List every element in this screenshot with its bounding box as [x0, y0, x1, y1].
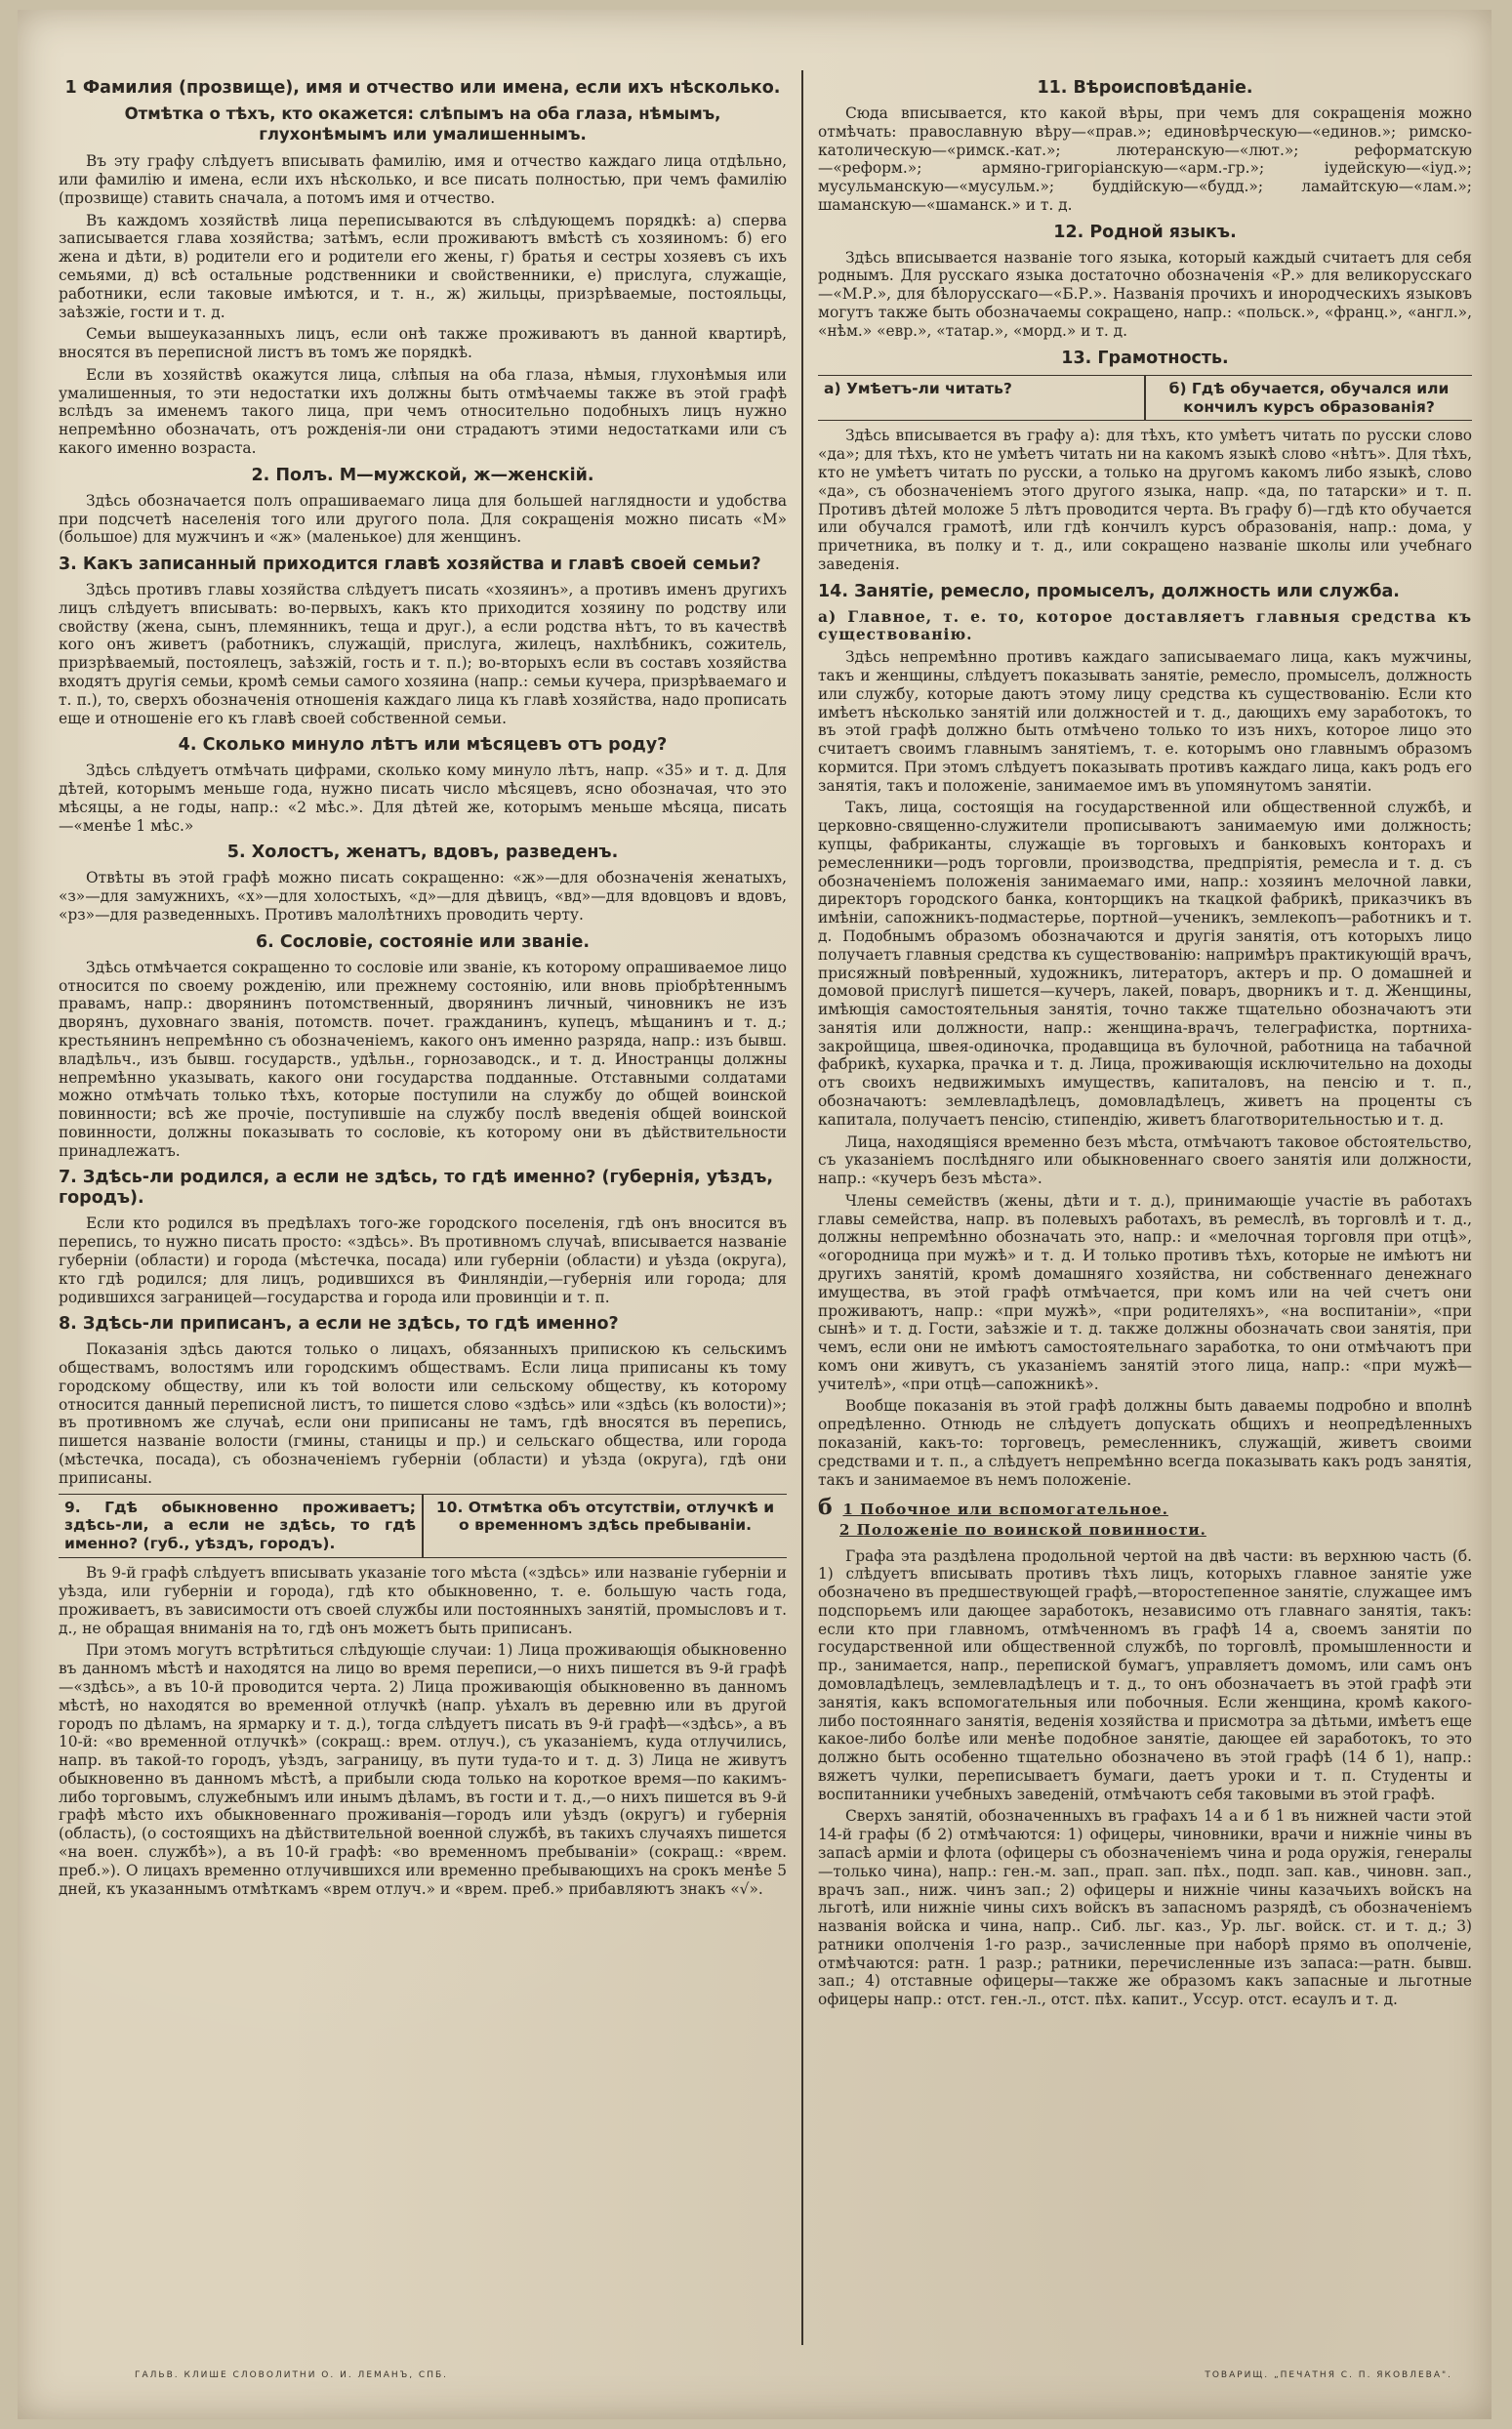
section-14-title: 14. Занятіе, ремесло, промыселъ, должность или служба. [818, 581, 1400, 601]
section-1-paragraph: Семьи вышеуказанныхъ лицъ, если онѣ также проживаютъ въ данной квартирѣ, вносятся въ переписной листъ въ томъ же порядкѣ. [59, 325, 787, 362]
section-12-paragraph: Здѣсь вписывается названіе того языка, который каждый считаетъ для себя роднымъ. Для русскаго языка достаточно обозначенія «Р.» для великорусскаго—«М.Р.», для бѣлорусскаго—«Б.Р.». Названія прочихъ и инородческихъ языковъ могутъ также быть обозначаемы сокращено, напр.: «польск.», «франц.», «англ.», «нѣм.» «евр.», «татар.», «морд.» и т. д. [818, 248, 1472, 340]
section-9-10-header [59, 1494, 787, 1559]
section-3-paragraph: Здѣсь противъ главы хозяйства слѣдуетъ писать «хозяинъ», а противъ именъ другихъ лицъ слѣдуетъ вписывать: во-первыхъ, какъ кто приходится хозяину по родству или свойству (жена, сынъ, племянникъ, теща и друг.), а если родства нѣтъ, то въ качествѣ кого онъ живетъ (работникъ, служащій, прислуга, жилецъ, нахлѣбникъ, сожитель, призрѣваемый, постоялецъ, заѣзжій, гость и т. п.); во-вторыхъ если въ составъ хозяйства входятъ другія семьи, кромѣ семьи самого хозяина (напр.: семьи кучера, призрѣваемаго и т. п.), то, сверхъ обозначенія отношенія каждаго лица къ главѣ хозяйства, надо прописать еще и отношеніе его къ главѣ своей собственной семьи. [59, 581, 787, 727]
right-column [818, 70, 1472, 2345]
section-14a-label: а) Главное, т. е. то, которое доставляетъ главныя средства къ существованію. [818, 607, 1472, 644]
section-9-paragraph: При этомъ могутъ встрѣтиться слѣдующіе случаи: 1) Лица проживающія обыкновенно въ данномъ мѣстѣ и находятся на лицо во время переписи,—о нихъ пишется въ 9-й графѣ—«здѣсь», а въ 10-й проводится черта. 2) Лица проживающія обыкновенно въ данномъ мѣстѣ, но находятся во временной отлучкѣ (напр. уѣхалъ въ деревню или въ другой городъ по дѣламъ, на ярмарку и т. д.), тогда слѣдуетъ писать въ 9-й графѣ—«здѣсь», а въ 10-й: «во временной отлучкѣ» (сокращ.: врем. отлуч.), съ указаніемъ, куда отлучились, напр. въ такой-то городъ, уѣздъ, заграницу, въ пути туда-то и т. д. 3) Лица не живутъ обыкновенно въ данномъ мѣстѣ, а прибыли сюда только на короткое время—по какимъ-либо торговымъ, служебнымъ или инымъ дѣламъ, въ гости и т. д.,—о нихъ пишется въ 9-й графѣ мѣсто ихъ обыкновеннаго проживанія—городъ или уѣздъ (округъ) и губернія (область), (о состоящихъ на дѣйствительной военной службѣ, въ такихъ случаяхъ пишется «на воен. службѣ»), а въ 10-й графѣ: «во временномъ пребываніи» (сокращ.: «врем. преб.»). О лицахъ временно отлучившихся или временно пребывающихъ на срокъ менѣе 5 дней, къ указаннымъ отмѣткамъ «врем отлуч.» и «врем. преб.» прибавляютъ знакъ «√». [59, 1641, 787, 1898]
section-14b2-label: 2 Положеніе по воинской повинности. [839, 1521, 1206, 1540]
section-14-paragraph: Члены семействъ (жены, дѣти и т. д.), принимающіе участіе въ работахъ главы семейства, напр. въ полевыхъ работахъ, въ ремеслѣ, въ торговлѣ и т. д., должны непремѣнно обозначать это, напр.: и «мелочная торговля при отцѣ», «огородница при мужѣ» и т. д. И только противъ тѣхъ, которые не имѣютъ ни другихъ занятій, кромѣ домашняго хозяйства, ни собственнаго денежнаго имущества, въ этой графѣ отмѣчается, при комъ или на чей счетъ они проживаютъ, напр.: «при мужѣ», «при родителяхъ», «на воспитаніи», «при сынѣ» и т. д. Гости, заѣзжіе и т. д. также должны обозначать свои занятія, при чемъ, если они не имѣютъ самостоятельнаго заработка, то они отмѣчаютъ при комъ они живутъ, съ указаніемъ занятій этого лица, напр.: «при мужѣ—учителѣ», «при отцѣ—сапожникѣ». [818, 1191, 1472, 1393]
section-11-title: 11. Вѣроисповѣданіе. [1037, 78, 1253, 98]
section-14-paragraph: Такъ, лица, состоящія на государственной или общественной службѣ, и церковно-священно-служители прописываютъ занимаемую ими должность; купцы, фабриканты, служащіе въ торговыхъ и банковыхъ конторахъ и ремесленники—родъ торговли, производства, предпріятія, ремесла и т. д. съ обозначеніемъ положенія занимаемаго ими, напр.: хозяинъ мелочной лавки, директоръ городского банка, конторщикъ на ткацкой фабрикѣ, приказчикъ въ имѣніи, сапожникъ-подмастерье, портной—ученикъ, землекопъ—работникъ и т. д. Подобнымъ образомъ обозначаются и другія занятія, отъ которыхъ лицо получаетъ главныя средства къ существованію: напримѣръ практикующій врачъ, присяжный повѣренный, художникъ, литераторъ, актеръ и пр. О домашней и домовой прислугѣ пишется—кучеръ, лакей, поваръ, дворникъ и т. д. Женщины, имѣющія самостоятельныя занятія, точно также тщательно обозначаютъ эти занятія или должности, напр.: женщина-врачъ, телеграфистка, портниха-закройщица, швея-одиночка, продавщица въ булочной, работница на табачной фабрикѣ, кухарка, прачка и т. д. Лица, проживающія исключительно на доходы отъ своихъ недвижимыхъ имуществъ, капиталовъ, на пенсію и т. п., обозначаютъ: землевладѣлецъ, домовладѣлецъ, живетъ на проценты съ капитала, получаетъ пенсію, стипендію, живетъ благотворительностью и т. д. [818, 799, 1472, 1129]
section-4-title: 4. Сколько минуло лѣтъ или мѣсяцевъ отъ роду? [178, 735, 668, 756]
section-7-paragraph: Если кто родился въ предѣлахъ того-же городского поселенія, гдѣ онъ вносится въ перепись, то нужно писать просто: «здѣсь». Въ противномъ случаѣ, вписывается названіе губерніи (области) и города (мѣстечка, посада) или губерніи (области) и уѣзда (округа), кто гдѣ родился; для лицъ, родившихся въ Финляндіи,—губернія или города; для родившихся заграницей—государства и города или провинціи и т. п. [59, 1214, 787, 1306]
section-13-title: 13. Грамотность. [1061, 348, 1229, 368]
section-14-paragraph: Лица, находящіяся временно безъ мѣста, отмѣчаютъ таковое обстоятельство, съ указаніемъ послѣдняго или обыкновеннаго своего занятія или должности, напр.: «кучеръ безъ мѣста». [818, 1132, 1472, 1188]
section-4-paragraph: Здѣсь слѣдуетъ отмѣчать цифрами, сколько кому минуло лѣтъ, напр. «35» и т. д. Для дѣтей, которымъ меньше года, нужно писать число мѣсяцевъ, ясно обозначая, что это мѣсяцы, а не годы, напр.: «2 мѣс.». Для дѣтей же, которымъ меньше мѣсяца, писать—«менѣе 1 мѣс.» [59, 762, 787, 835]
census-instruction-sheet [18, 10, 1492, 2419]
section-14-paragraph: Вообще показанія въ этой графѣ должны быть даваемы подробно и вполнѣ опредѣленно. Отнюдь не слѣдуетъ допускать общихъ и неопредѣленныхъ показаній, какъ-то: торговецъ, ремесленникъ, служащій, живетъ своими средствами и т. п., а слѣдуетъ непремѣнно всегда показывать какъ родъ занятія, такъ и занимаемое въ немъ положеніе. [818, 1397, 1472, 1489]
section-11-paragraph: Сюда вписывается, кто какой вѣры, при чемъ для сокращенія можно отмѣчать: православную вѣру—«прав.»; единовѣрческую—«единов.»; римско-католическую—«римск.-кат.»; лютеранскую—«лют.»; реформатскую—«реформ.»; армяно-григоріанскую—«арм.-гр.»; іудейскую—«іуд.»; мусульманскую—«мусульм.»; буддійскую—«будд.»; ламайтскую—«лам.»; шаманскую—«шаманск.» и т. д. [818, 104, 1472, 214]
section-5-title: 5. Холостъ, женатъ, вдовъ, разведенъ. [226, 843, 619, 863]
section-14b1-label: 1 Побочное или вспомогательное. [842, 1501, 1168, 1519]
section-14b-paragraph: Графа эта раздѣлена продольной чертой на двѣ части: въ верхнюю часть (б. 1) слѣдуетъ вписывать противъ тѣхъ лицъ, которыхъ главное занятіе уже обозначено въ предшествующей графѣ,—второстепенное занятіе, служащее имъ подспорьемъ или дающее заработокъ, независимо отъ главнаго занятія, такъ: если кто при главномъ, отмѣченномъ въ графѣ 14 а, своемъ занятіи по государственной или общественной службѣ, по торговлѣ, промышленности и пр., занимается, напр., перепиской бумагъ, управляетъ домомъ, или самъ онъ домовладѣлецъ, землевладѣлецъ и т. д., то онъ обозначаетъ въ этой графѣ эти занятія, какъ вспомогательныя или побочныя. Если женщина, кромѣ какого-либо постояннаго занятія, веденія хозяйства и присмотра за дѣтьми, имѣетъ еще какое-либо болѣе или менѣе подобное занятіе, дающее ей заработокъ, то это должно быть особенно тщательно обозначено въ этой графѣ (14 б 1), напр.: вяжетъ чулки, переписываетъ бумаги, даетъ уроки и т. п. Студенты и воспитанники учебныхъ заведеній, отмѣчаютъ себя таковыми въ этой графѣ. [818, 1546, 1472, 1803]
section-1-paragraph: Если въ хозяйствѣ окажутся лица, слѣпыя на оба глаза, нѣмыя, глухонѣмыя или умалишенныя, то эти недостатки ихъ должны быть отмѣчаемы также въ этой графѣ вслѣдъ за именемъ такого лица, при чемъ относительно подобныхъ лицъ нужно непремѣнно обозначать, отъ рожденія-ли они страдаютъ этими недостатками или съ какого именно возраста. [59, 365, 787, 457]
section-3-title: 3. Какъ записанный приходится главѣ хозяйства и главѣ своей семьи? [59, 555, 761, 575]
section-5-paragraph: Отвѣты въ этой графѣ можно писать сокращенно: «ж»—для обозначенія женатыхъ, «з»—для замужнихъ, «х»—для холостыхъ, «д»—для дѣвицъ, «вд»—для вдовцовъ и вдовъ, «рз»—для разведенныхъ. Противъ малолѣтнихъ проводить черту. [59, 869, 787, 925]
section-6-title: 6. Сословіе, состояніе или званіе. [256, 931, 590, 952]
section-9-paragraph: Въ 9-й графѣ слѣдуетъ вписывать указаніе того мѣста («здѣсь» или названіе губерніи и уѣзда, или губерніи и города), гдѣ кто обыкновенно, т. е. большую часть года, проживаетъ, въ зависимости отъ своей службы или постоянныхъ занятій, промысловъ и т. д., не обращая вниманія на то, гдѣ онъ можетъ быть приписанъ. [59, 1564, 787, 1637]
section-6-paragraph: Здѣсь отмѣчается сокращенно то сословіе или званіе, къ которому опрашиваемое лицо относится по своему рожденію, или прежнему состоянію, или вновь пріобрѣтеннымъ правамъ, напр.: дворянинъ потомственный, дворянинъ личный, чиновникъ не изъ дворянъ, духовнаго званія, потомств. почет. гражданинъ, купецъ, мѣщанинъ и т. д.; крестьянинъ непремѣнно съ обозначеніемъ, какого онъ именно разряда, напр.: изъ бывш. владѣльч., изъ бывш. государств., удѣльн., горнозаводск., и т. д. Иностранцы должны непремѣнно указывать, какого они государства подданные. Отставными солдатами можно отмѣчать только тѣхъ, которые поступили на службу до общей воинской повинности; всѣ же прочіе, поступившіе на службу послѣ введенія общей воинской повинности, должны показывать то сословіе, къ которому они въ дѣйствительности принадлежатъ. [59, 958, 787, 1160]
left-column [59, 70, 787, 2345]
section-2-paragraph: Здѣсь обозначается полъ опрашиваемаго лица для большей наглядности и удобства при подсчетѣ населенія того или другого пола. Для сокращенія можно писать «М» (большое) для мужчинъ и «ж» (маленькое) для женщинъ. [59, 491, 787, 547]
section-9-title: 9. Гдѣ обыкновенно проживаетъ; здѣсь-ли, а если не здѣсь, то гдѣ именно? (губ., уѣздъ, городъ). [64, 1498, 416, 1553]
section-8-title: 8. Здѣсь-ли приписанъ, а если не здѣсь, то гдѣ именно? [59, 1314, 619, 1335]
section-13a-label: а) Умѣетъ-ли читать? [824, 379, 1012, 397]
section-14b-paragraph: Сверхъ занятій, обозначенныхъ въ графахъ 14 а и б 1 въ нижней части этой 14-й графы (б 2) отмѣчаются: 1) офицеры, чиновники, врачи и нижніе чины въ запасѣ арміи и флота (офицеры съ обозначеніемъ чина и рода оружія, генералы—только чина), напр.: ген.-м. зап., прап. зап. пѣх., подп. зап. кав., чиновн. зап., врачъ зап., ниж. чинъ зап.; 2) офицеры и нижніе чины казачьихъ войскъ на льготѣ, или нижніе чины сихъ войскъ въ запасномъ разрядѣ, съ обозначеніемъ названія войска и чина, напр.. Сиб. льг. каз., Ур. льг. войск. ст. и т. д.; 3) ратники ополченія 1-го разр., зачисленные при наборѣ прямо въ ополченіе, отмѣчаются: ратн. 1 разр.; ратники, перечисленные изъ запаса:—ратн. бывш. зап.; 4) отставные офицеры—также же образомъ какъ запасные и льготные офицеры напр.: отст. ген.-л., отст. пѣх. капит., Уссур. отст. есаулъ и т. д. [818, 1807, 1472, 2009]
section-1-subtitle: Отмѣтка о тѣхъ, кто окажется: слѣпымъ на оба глаза, нѣмымъ, глухонѣмымъ или умалишеннымъ. [124, 104, 721, 144]
section-13-header [818, 375, 1472, 422]
footer-printer-left: ГАЛЬВ. КЛИШЕ СЛОВОЛИТНИ О. И. ЛЕМАНЪ, СПБ. [135, 2370, 449, 2380]
column-divider [801, 70, 803, 2345]
section-1-paragraph: Въ эту графу слѣдуетъ вписывать фамилію, имя и отчество каждаго лица отдѣльно, или фамилію и имена, если ихъ нѣсколько, и все писать полностью, при чемъ фамилію (прозвище) ставить сначала, а потомъ имя и отчество. [59, 152, 787, 207]
section-10-title: 10. Отмѣтка объ отсутствіи, отлучкѣ и о временномъ здѣсь пребываніи. [422, 1495, 787, 1558]
section-2-title: 2. Полъ. М—мужской, ж—женскій. [251, 465, 594, 485]
section-8-paragraph: Показанія здѣсь даются только о лицахъ, обязанныхъ припискою къ сельскимъ обществамъ, волостямъ или городскимъ обществамъ. Если лица приписаны къ тому городскому обществу, или къ той волости или сельскому обществу, къ которому относится данный переписной листъ, то пишется слово «здѣсь» или «здѣсь (къ волости)»; въ противномъ же случаѣ, если они приписаны не тамъ, гдѣ вносятся въ перепись, пишется названіе волости (гмины, станицы и пр.) и сельскаго общества, или города (мѣстечка, посада), съ обозначеніемъ губерніи (области) и уѣзда (округа), гдѣ они приписаны. [59, 1340, 787, 1487]
section-14b-labels [818, 1495, 1472, 1539]
section-13b-label: б) Гдѣ обучается, обучался или кончилъ курсъ образованія? [1144, 376, 1472, 421]
section-12-title: 12. Родной языкъ. [1053, 222, 1237, 242]
footer-printer-right: ТОВАРИЩ. „ПЕЧАТНЯ С. П. ЯКОВЛЕВА". [1205, 2370, 1452, 2380]
section-1-paragraph: Въ каждомъ хозяйствѣ лица переписываются въ слѣдующемъ порядкѣ: а) сперва записывается глава хозяйства; затѣмъ, если проживаютъ вмѣстѣ съ хозяиномъ: б) его жена и дѣти, в) родители его и родители его жены, г) братья и сестры хозяевъ съ ихъ семьями, д) всѣ остальные родственники и свойственники, е) прислуга, служащіе, работники, если таковые имѣются, и т. н., ж) жильцы, призрѣваемые, постояльцы, заѣзжіе, гости и т. д. [59, 211, 787, 321]
section-13-paragraph: Здѣсь вписывается въ графу а): для тѣхъ, кто умѣетъ читать по русски слово «да»; для тѣхъ, кто не умѣетъ читать ни на какомъ языкѣ слово «нѣтъ». Для тѣхъ, кто не умѣетъ читать по русски, а только на другомъ какомъ либо языкѣ, слово «да», съ обозначеніемъ этого другого языка, напр. «да, по татарски» и т. п. Противъ дѣтей моложе 5 лѣтъ проводится черта. Въ графу б)—гдѣ кто обучается или обучался грамотѣ, или гдѣ кончилъ курсъ образованія, напр.: дома, у причетника, въ полку и т. д., или сокращено названіе школы или учебнаго заведенія. [818, 427, 1472, 573]
section-1-title: 1 Фамилия (прозвище), имя и отчество или имена, если ихъ нѣсколько. [64, 78, 781, 98]
section-7-title: 7. Здѣсь-ли родился, а если не здѣсь, то гдѣ именно? (губернія, уѣздъ, городъ). [59, 1168, 774, 1209]
section-14b-letter: б [818, 1495, 833, 1521]
section-14-paragraph: Здѣсь непремѣнно противъ каждаго записываемаго лица, какъ мужчины, такъ и женщины, слѣдуетъ показывать занятіе, ремесло, промыселъ, должность или службу, которые даютъ этому лицу средства къ существованію. Если кто имѣетъ нѣсколько занятій или должностей и т. д., дающихъ ему заработокъ, то въ этой графѣ должно быть отмѣчено только то изъ нихъ, которое лицо это считаетъ своимъ главнымъ занятіемъ, т. е. которымъ оно главнымъ образомъ кормится. При этомъ слѣдуетъ показывать противъ каждаго лица, какъ родъ его занятія, такъ и положеніе, занимаемое имъ въ упомянутомъ занятіи. [818, 648, 1472, 795]
